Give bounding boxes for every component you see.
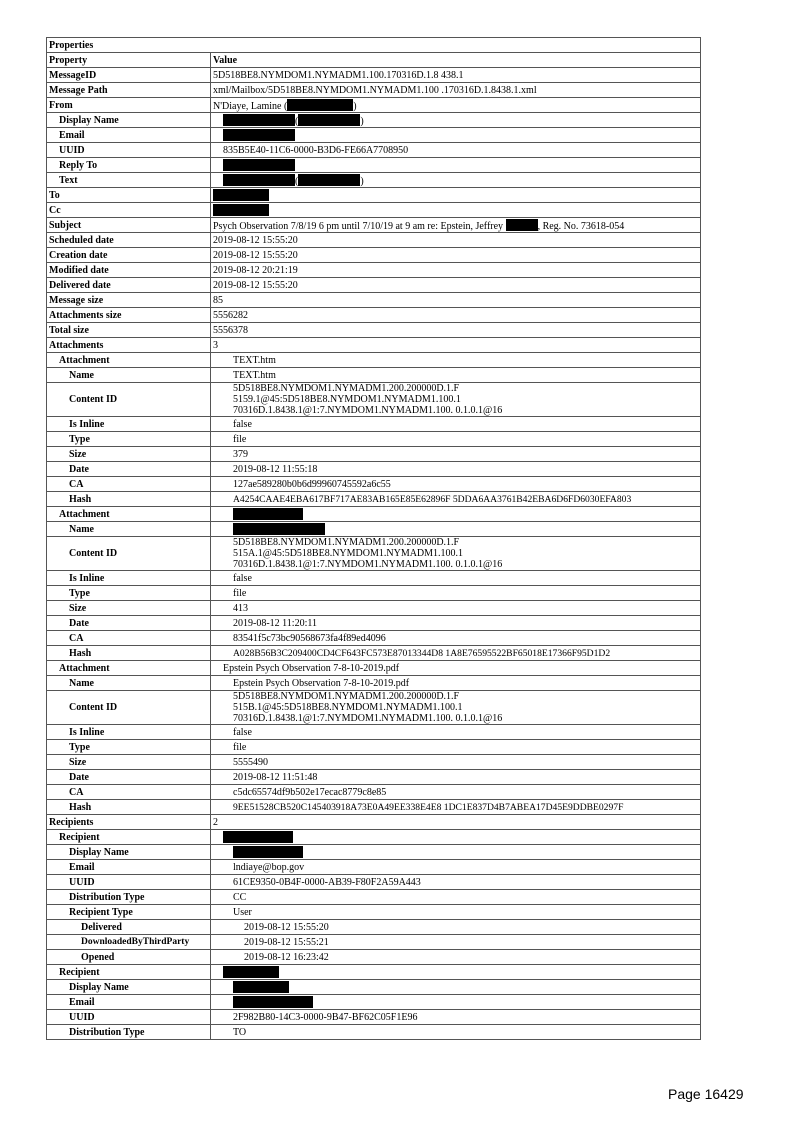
table-row bbox=[47, 203, 701, 218]
row-value bbox=[211, 128, 701, 143]
row-label: CA bbox=[47, 785, 211, 800]
row-value bbox=[211, 830, 701, 845]
table-row bbox=[47, 383, 701, 417]
row-value: 127ae589280b0b6d99960745592a6c55 bbox=[211, 477, 701, 492]
row-value: 2019-08-12 11:51:48 bbox=[211, 770, 701, 785]
paren-open: ( bbox=[295, 115, 299, 127]
paren-open: ( bbox=[295, 175, 299, 187]
table-row bbox=[47, 995, 701, 1010]
row-label: Recipient bbox=[47, 965, 211, 980]
table-row bbox=[47, 601, 701, 616]
row-label: Modified date bbox=[47, 263, 211, 278]
row-value: false bbox=[211, 725, 701, 740]
table-row bbox=[47, 661, 701, 676]
row-value: 2019-08-12 15:55:20 bbox=[211, 233, 701, 248]
row-label: Is Inline bbox=[47, 571, 211, 586]
table-row bbox=[47, 905, 701, 920]
table-row bbox=[47, 432, 701, 447]
row-value bbox=[211, 980, 701, 995]
row-label: Subject bbox=[47, 218, 211, 233]
row-value bbox=[211, 98, 701, 113]
row-label: Opened bbox=[47, 950, 211, 965]
row-label: Recipient bbox=[47, 830, 211, 845]
row-value: 3 bbox=[211, 338, 701, 353]
row-label: Display Name bbox=[47, 113, 211, 128]
content-id-line: 70316D.1.8438.1@1:7.NYMDOM1.NYMADM1.100. 0.1.0.1@16 bbox=[233, 405, 503, 416]
row-label: Name bbox=[47, 522, 211, 537]
table-row bbox=[47, 308, 701, 323]
row-value bbox=[211, 173, 701, 188]
row-value: A4254CAAE4EBA617BF717AE83AB165E85E62896F 5DDA6AA3761B42EBA6D6FD6030EFA803 bbox=[211, 492, 701, 507]
table-row bbox=[47, 725, 701, 740]
row-value bbox=[211, 383, 701, 417]
content-id-line: 70316D.1.8438.1@1:7.NYMDOM1.NYMADM1.100. 0.1.0.1@16 bbox=[233, 559, 503, 570]
row-value: 835B5E40-11C6-0000-B3D6-FE66A7708950 bbox=[211, 143, 701, 158]
row-value: 413 bbox=[211, 601, 701, 616]
row-label: Distribution Type bbox=[47, 890, 211, 905]
row-value bbox=[211, 845, 701, 860]
row-label: Message Path bbox=[47, 83, 211, 98]
redaction-block bbox=[223, 129, 295, 141]
row-value: 2019-08-12 11:55:18 bbox=[211, 462, 701, 477]
row-value: 5556282 bbox=[211, 308, 701, 323]
table-row bbox=[47, 98, 701, 113]
redaction-block bbox=[298, 174, 360, 186]
row-value: TEXT.htm bbox=[211, 368, 701, 383]
row-value: 2F982B80-14C3-0000-9B47-BF62C05F1E96 bbox=[211, 1010, 701, 1025]
table-row bbox=[47, 323, 701, 338]
table-row bbox=[47, 691, 701, 725]
content-id-line: 5D518BE8.NYMDOM1.NYMADM1.200.200000D.1.F bbox=[233, 691, 460, 702]
column-header-value: Value bbox=[211, 53, 701, 68]
row-label: Type bbox=[47, 586, 211, 601]
from-name: N'Diaye, Lamine ( bbox=[213, 100, 288, 112]
row-label: Date bbox=[47, 462, 211, 477]
table-row bbox=[47, 492, 701, 507]
row-label: DownloadedByThirdParty bbox=[47, 935, 211, 950]
redaction-block bbox=[233, 523, 325, 535]
table-row bbox=[47, 845, 701, 860]
table-row bbox=[47, 755, 701, 770]
row-label: Attachments bbox=[47, 338, 211, 353]
column-header-property: Property bbox=[47, 53, 211, 68]
row-value: 2019-08-12 16:23:42 bbox=[211, 950, 701, 965]
row-value: xml/Mailbox/5D518BE8.NYMDOM1.NYMADM1.100 .170316D.1.8438.1.xml bbox=[211, 83, 701, 98]
table-row bbox=[47, 537, 701, 571]
row-label: Size bbox=[47, 601, 211, 616]
table-row bbox=[47, 68, 701, 83]
row-label: Distribution Type bbox=[47, 1025, 211, 1040]
table-row bbox=[47, 920, 701, 935]
row-value bbox=[211, 113, 701, 128]
row-label: UUID bbox=[47, 1010, 211, 1025]
row-value: User bbox=[211, 905, 701, 920]
row-value: CC bbox=[211, 890, 701, 905]
row-label: Reply To bbox=[47, 158, 211, 173]
row-label: Type bbox=[47, 432, 211, 447]
table-row bbox=[47, 263, 701, 278]
redaction-block bbox=[298, 114, 360, 126]
row-label: Display Name bbox=[47, 845, 211, 860]
row-value: c5dc65574df9b502e17ecac8779c8e85 bbox=[211, 785, 701, 800]
row-value bbox=[211, 522, 701, 537]
content-id-line: 5D518BE8.NYMDOM1.NYMADM1.200.200000D.1.F bbox=[233, 383, 460, 394]
row-label: Scheduled date bbox=[47, 233, 211, 248]
row-value: false bbox=[211, 417, 701, 432]
row-label: Hash bbox=[47, 800, 211, 815]
row-label: Attachment bbox=[47, 661, 211, 676]
redaction-block bbox=[233, 981, 289, 993]
table-header-row bbox=[47, 53, 701, 68]
row-label: Recipient Type bbox=[47, 905, 211, 920]
paren-close: ) bbox=[360, 115, 364, 127]
content-id-line: 5D518BE8.NYMDOM1.NYMADM1.200.200000D.1.F bbox=[233, 537, 460, 548]
row-label: Delivered date bbox=[47, 278, 211, 293]
row-label: Is Inline bbox=[47, 417, 211, 432]
table-row bbox=[47, 507, 701, 522]
table-row bbox=[47, 586, 701, 601]
row-value: file bbox=[211, 432, 701, 447]
table-row bbox=[47, 950, 701, 965]
row-value: file bbox=[211, 586, 701, 601]
table-row bbox=[47, 233, 701, 248]
table-row bbox=[47, 800, 701, 815]
row-label: Name bbox=[47, 676, 211, 691]
table-row bbox=[47, 890, 701, 905]
redaction-block bbox=[223, 114, 295, 126]
row-value: 2019-08-12 15:55:20 bbox=[211, 278, 701, 293]
table-row bbox=[47, 128, 701, 143]
row-value bbox=[211, 218, 701, 233]
table-row bbox=[47, 173, 701, 188]
properties-table bbox=[46, 37, 701, 1040]
row-label: From bbox=[47, 98, 211, 113]
row-label: Size bbox=[47, 447, 211, 462]
table-row bbox=[47, 875, 701, 890]
row-label: Message size bbox=[47, 293, 211, 308]
table-row bbox=[47, 965, 701, 980]
table-row bbox=[47, 143, 701, 158]
from-paren-close: ) bbox=[353, 100, 357, 112]
row-value: 2019-08-12 15:55:20 bbox=[211, 920, 701, 935]
table-row bbox=[47, 815, 701, 830]
table-row bbox=[47, 447, 701, 462]
row-value: 2019-08-12 15:55:20 bbox=[211, 248, 701, 263]
row-label: Name bbox=[47, 368, 211, 383]
row-value: Epstein Psych Observation 7-8-10-2019.pdf bbox=[211, 661, 701, 676]
row-label: Text bbox=[47, 173, 211, 188]
row-label: Email bbox=[47, 860, 211, 875]
row-value bbox=[211, 507, 701, 522]
redaction-block bbox=[233, 996, 313, 1008]
row-label: Total size bbox=[47, 323, 211, 338]
row-label: Content ID bbox=[47, 537, 211, 571]
table-row bbox=[47, 740, 701, 755]
table-row bbox=[47, 522, 701, 537]
table-row bbox=[47, 1025, 701, 1040]
row-value: 83541f5c73bc90568673fa4f89ed4096 bbox=[211, 631, 701, 646]
row-label: Creation date bbox=[47, 248, 211, 263]
row-value: 5556378 bbox=[211, 323, 701, 338]
table-row bbox=[47, 353, 701, 368]
row-value: 85 bbox=[211, 293, 701, 308]
row-label: Date bbox=[47, 770, 211, 785]
table-row bbox=[47, 188, 701, 203]
paren-close: ) bbox=[360, 175, 364, 187]
row-value: 5555490 bbox=[211, 755, 701, 770]
row-label: Email bbox=[47, 995, 211, 1010]
table-row bbox=[47, 158, 701, 173]
table-row bbox=[47, 368, 701, 383]
redaction-block bbox=[223, 966, 279, 978]
row-value: 9EE51528CB520C145403918A73E0A49EE338E4E8 1DC1E837D4B7ABEA17D45E9DDBE0297F bbox=[211, 800, 701, 815]
row-label: Attachment bbox=[47, 507, 211, 522]
table-row bbox=[47, 113, 701, 128]
row-label: To bbox=[47, 188, 211, 203]
row-label: Cc bbox=[47, 203, 211, 218]
row-value bbox=[211, 995, 701, 1010]
row-value: file bbox=[211, 740, 701, 755]
redaction-block bbox=[233, 846, 303, 858]
redaction-block bbox=[213, 204, 269, 216]
table-row bbox=[47, 860, 701, 875]
table-title: Properties bbox=[47, 38, 701, 53]
row-value bbox=[211, 537, 701, 571]
table-row bbox=[47, 293, 701, 308]
redaction-block bbox=[287, 99, 353, 111]
table-row bbox=[47, 571, 701, 586]
row-value bbox=[211, 965, 701, 980]
row-label: Hash bbox=[47, 492, 211, 507]
table-row bbox=[47, 785, 701, 800]
table-row bbox=[47, 462, 701, 477]
content-id-line: 5159.1@45:5D518BE8.NYMDOM1.NYMADM1.100.1 bbox=[233, 394, 461, 405]
subject-start: Psych Observation 7/8/19 6 pm until 7/10/19 at 9 am re: Epstein, Jeffrey bbox=[213, 220, 504, 232]
row-label: UUID bbox=[47, 143, 211, 158]
row-value: 5D518BE8.NYMDOM1.NYMADM1.100.170316D.1.8 438.1 bbox=[211, 68, 701, 83]
redaction-block bbox=[223, 831, 293, 843]
content-id-line: 515A.1@45:5D518BE8.NYMDOM1.NYMADM1.100.1 bbox=[233, 548, 464, 559]
row-value: Epstein Psych Observation 7-8-10-2019.pdf bbox=[211, 676, 701, 691]
row-label: Email bbox=[47, 128, 211, 143]
redaction-block bbox=[233, 508, 303, 520]
table-row bbox=[47, 676, 701, 691]
row-label: Content ID bbox=[47, 691, 211, 725]
table-row bbox=[47, 1010, 701, 1025]
table-row bbox=[47, 935, 701, 950]
table-row bbox=[47, 830, 701, 845]
redaction-block bbox=[506, 219, 538, 231]
table-row bbox=[47, 83, 701, 98]
row-value: 379 bbox=[211, 447, 701, 462]
content-id-line: 70316D.1.8438.1@1:7.NYMDOM1.NYMADM1.100. 0.1.0.1@16 bbox=[233, 713, 503, 724]
subject-end: , Reg. No. 73618-054 bbox=[537, 220, 625, 232]
row-label: UUID bbox=[47, 875, 211, 890]
row-value: 2019-08-12 15:55:21 bbox=[211, 935, 701, 950]
row-value: false bbox=[211, 571, 701, 586]
row-label: CA bbox=[47, 631, 211, 646]
table-row bbox=[47, 477, 701, 492]
row-value: 61CE9350-0B4F-0000-AB39-F80F2A59A443 bbox=[211, 875, 701, 890]
table-row bbox=[47, 770, 701, 785]
row-label: Content ID bbox=[47, 383, 211, 417]
redaction-block bbox=[223, 159, 295, 171]
row-value: TO bbox=[211, 1025, 701, 1040]
table-row bbox=[47, 218, 701, 233]
table-row bbox=[47, 631, 701, 646]
row-value: lndiaye@bop.gov bbox=[211, 860, 701, 875]
row-value: TEXT.htm bbox=[211, 353, 701, 368]
row-label: Type bbox=[47, 740, 211, 755]
table-title-row bbox=[47, 38, 701, 53]
row-label: CA bbox=[47, 477, 211, 492]
row-label: Display Name bbox=[47, 980, 211, 995]
row-label: MessageID bbox=[47, 68, 211, 83]
row-value bbox=[211, 691, 701, 725]
row-label: Attachments size bbox=[47, 308, 211, 323]
row-label: Date bbox=[47, 616, 211, 631]
table-row bbox=[47, 616, 701, 631]
row-value bbox=[211, 188, 701, 203]
row-label: Size bbox=[47, 755, 211, 770]
table-row bbox=[47, 980, 701, 995]
row-value: 2019-08-12 20:21:19 bbox=[211, 263, 701, 278]
redaction-block bbox=[223, 174, 295, 186]
row-value bbox=[211, 203, 701, 218]
table-row bbox=[47, 338, 701, 353]
content-id-line: 515B.1@45:5D518BE8.NYMDOM1.NYMADM1.100.1 bbox=[233, 702, 463, 713]
table-row bbox=[47, 417, 701, 432]
row-value: 2019-08-12 11:20:11 bbox=[211, 616, 701, 631]
row-value: A028B56B3C209400CD4CF643FC573E87013344D8 1A8E76595522BF65018E17366F95D1D2 bbox=[211, 646, 701, 661]
page-number: Page 16429 bbox=[668, 1086, 744, 1102]
row-label: Attachment bbox=[47, 353, 211, 368]
row-label: Delivered bbox=[47, 920, 211, 935]
redaction-block bbox=[213, 189, 269, 201]
table-row bbox=[47, 646, 701, 661]
table-row bbox=[47, 278, 701, 293]
table-row bbox=[47, 248, 701, 263]
row-value: 2 bbox=[211, 815, 701, 830]
row-value bbox=[211, 158, 701, 173]
row-label: Is Inline bbox=[47, 725, 211, 740]
row-label: Recipients bbox=[47, 815, 211, 830]
row-label: Hash bbox=[47, 646, 211, 661]
